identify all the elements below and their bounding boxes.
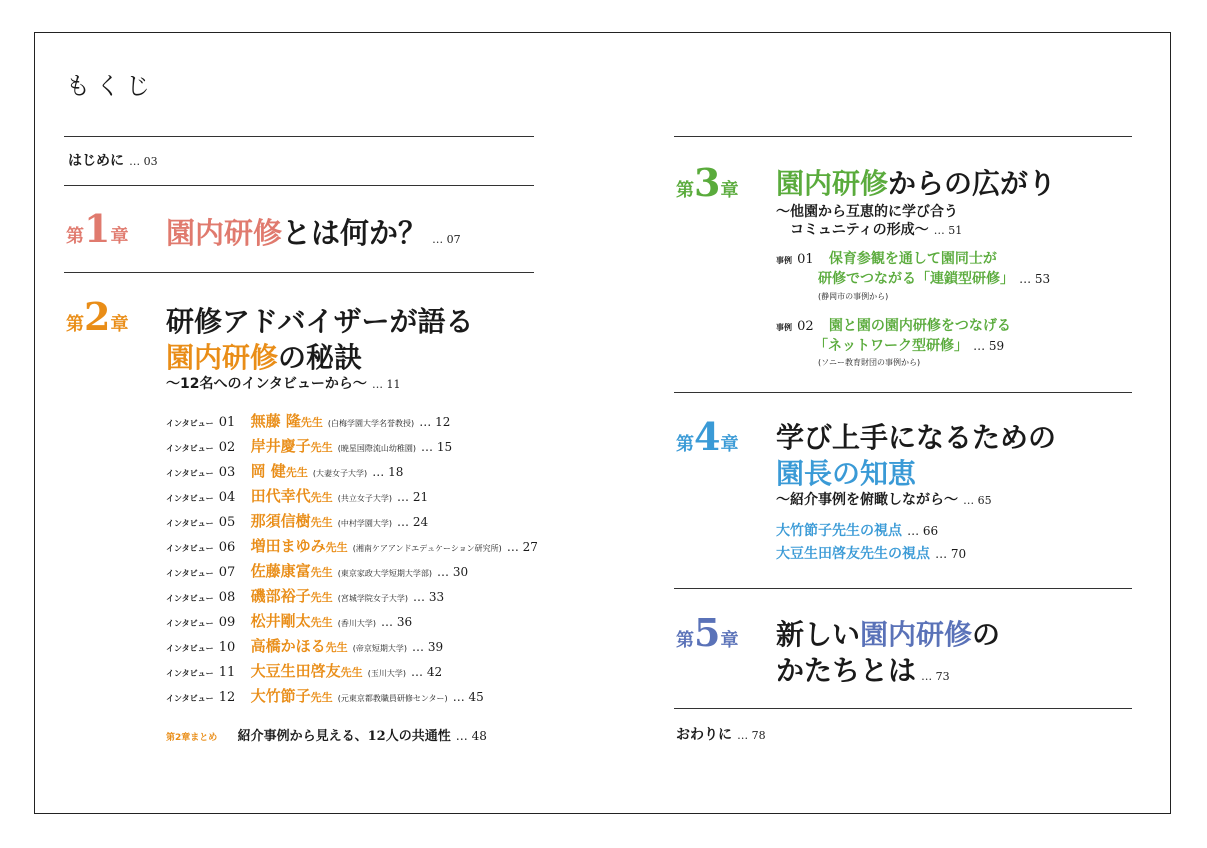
interview-entry[interactable]: インタビュー 07 佐藤康富先生 (東京家政大学短期大学部) … 30 bbox=[166, 562, 469, 580]
chapter-5-page: … 73 bbox=[921, 670, 950, 683]
chapter-1-marker: 第1章 bbox=[66, 206, 129, 251]
case-entry-01[interactable]: 事例 01 保育参観を通して園同士が bbox=[776, 251, 997, 267]
chapter-3-title-rest: からの広がり bbox=[888, 167, 1057, 200]
chapter-4-item[interactable]: 大竹節子先生の視点 … 66 bbox=[776, 523, 939, 539]
intro-page: … 03 bbox=[129, 155, 158, 168]
toc-title: もくじ bbox=[66, 72, 156, 100]
chapter-3-page: … 51 bbox=[933, 224, 963, 237]
interview-entry[interactable]: インタビュー 09 松井剛太先生 (香川大学) … 36 bbox=[166, 612, 413, 630]
case-entry-02-line2[interactable]: 「ネットワーク型研修」 … 59 bbox=[814, 338, 1005, 354]
chapter-3-subtitle-2: コミュニティの形成～ … 51 bbox=[790, 222, 963, 238]
chapter-4-page: … 65 bbox=[963, 494, 992, 507]
outro-entry[interactable] bbox=[676, 724, 766, 744]
divider bbox=[674, 392, 1132, 393]
chapter-2-summary[interactable] bbox=[166, 725, 487, 744]
interview-entry[interactable]: インタビュー 06 増田まゆみ先生 (湘南ケアアンドエデュケーション研究所) … 27 bbox=[166, 537, 538, 555]
chapter-2-title-rest: の秘訣 bbox=[278, 341, 363, 374]
chapter-5-title-line1[interactable]: 新しい園内研修の bbox=[776, 618, 1001, 651]
interview-entry[interactable]: インタビュー 11 大豆生田啓友先生 (玉川大学) … 42 bbox=[166, 662, 443, 680]
case-entry-02[interactable]: 事例 02 園と園の園内研修をつなげる bbox=[776, 318, 1011, 334]
chapter-1-title-rest: とは何か？ bbox=[282, 216, 428, 250]
chapter-4-title-line1[interactable]: 学び上手になるための bbox=[776, 421, 1057, 454]
outro-label: おわりに bbox=[676, 727, 732, 743]
chapter-5-title-highlight: 園内研修 bbox=[860, 618, 973, 651]
case-02-note: (ソニー教育財団の事例から) bbox=[818, 358, 921, 367]
interview-entry[interactable]: インタビュー 03 岡 健先生 (大妻女子大学) … 18 bbox=[166, 462, 404, 480]
interview-entry[interactable]: インタビュー 05 那須信樹先生 (中村学園大学) … 24 bbox=[166, 512, 429, 530]
chapter-3-subtitle-1: ～他園から互恵的に学び合う bbox=[776, 204, 958, 220]
interview-entry[interactable]: インタビュー 01 無藤 隆先生 (白梅学園大学名誉教授) … 12 bbox=[166, 412, 451, 430]
chapter-3-title-highlight: 園内研修 bbox=[776, 167, 889, 200]
chapter-2-title-line2[interactable] bbox=[166, 336, 362, 376]
chapter-4-title-line2[interactable] bbox=[776, 452, 916, 492]
divider bbox=[64, 136, 534, 137]
divider bbox=[674, 708, 1132, 709]
intro-entry[interactable] bbox=[68, 150, 158, 170]
chapter-2-title-line1[interactable]: 研修アドバイザーが語る bbox=[166, 305, 474, 338]
chapter-4-marker: 第4章 bbox=[676, 414, 739, 459]
interview-entry[interactable]: インタビュー 12 大竹節子先生 (元東京都教職員研修センター) … 45 bbox=[166, 687, 484, 705]
summary-label: 第2章まとめ bbox=[166, 733, 218, 743]
chapter-2-subtitle: ～12名へのインタビューから～ … 11 bbox=[166, 376, 401, 392]
summary-page: … 48 bbox=[455, 729, 487, 743]
divider bbox=[64, 272, 534, 273]
divider bbox=[64, 185, 534, 186]
chapter-4-subtitle: ～紹介事例を俯瞰しながら～ … 65 bbox=[776, 492, 992, 508]
interview-entry[interactable]: インタビュー 04 田代幸代先生 (共立女子大学) … 21 bbox=[166, 487, 429, 505]
interview-entry[interactable]: インタビュー 08 磯部裕子先生 (宮城学院女子大学) … 33 bbox=[166, 587, 445, 605]
intro-label: はじめに bbox=[68, 153, 124, 169]
chapter-5-title-line2[interactable]: かたちとは … 73 bbox=[776, 654, 950, 687]
chapter-2-title-highlight: 園内研修 bbox=[166, 341, 279, 374]
outro-page: … 78 bbox=[737, 729, 766, 742]
divider bbox=[674, 136, 1132, 137]
chapter-4-item[interactable]: 大豆生田啓友先生の視点 … 70 bbox=[776, 546, 967, 562]
chapter-1-title[interactable] bbox=[166, 211, 461, 252]
chapter-5-marker: 第5章 bbox=[676, 610, 739, 655]
chapter-1-title-highlight: 園内研修 bbox=[166, 216, 283, 250]
divider bbox=[674, 588, 1132, 589]
case-01-note: (静岡市の事例から) bbox=[818, 292, 889, 301]
summary-text: 紹介事例から見える、12人の共通性 bbox=[237, 729, 451, 744]
case-entry-01-line2[interactable]: 研修でつながる「連鎖型研修」 … 53 bbox=[818, 271, 1051, 287]
chapter-2-page: … 11 bbox=[372, 378, 401, 391]
chapter-3-marker: 第3章 bbox=[676, 160, 739, 205]
interview-entry[interactable]: インタビュー 02 岸井慶子先生 (暁星国際流山幼稚園) … 15 bbox=[166, 437, 453, 455]
chapter-1-page: … 07 bbox=[432, 233, 461, 246]
chapter-4-title-highlight: 園長の知恵 bbox=[776, 457, 917, 490]
chapter-3-title[interactable] bbox=[776, 162, 1056, 202]
chapter-2-marker: 第2章 bbox=[66, 294, 129, 339]
interview-entry[interactable]: インタビュー 10 高橋かほる先生 (帝京短期大学) … 39 bbox=[166, 637, 444, 655]
